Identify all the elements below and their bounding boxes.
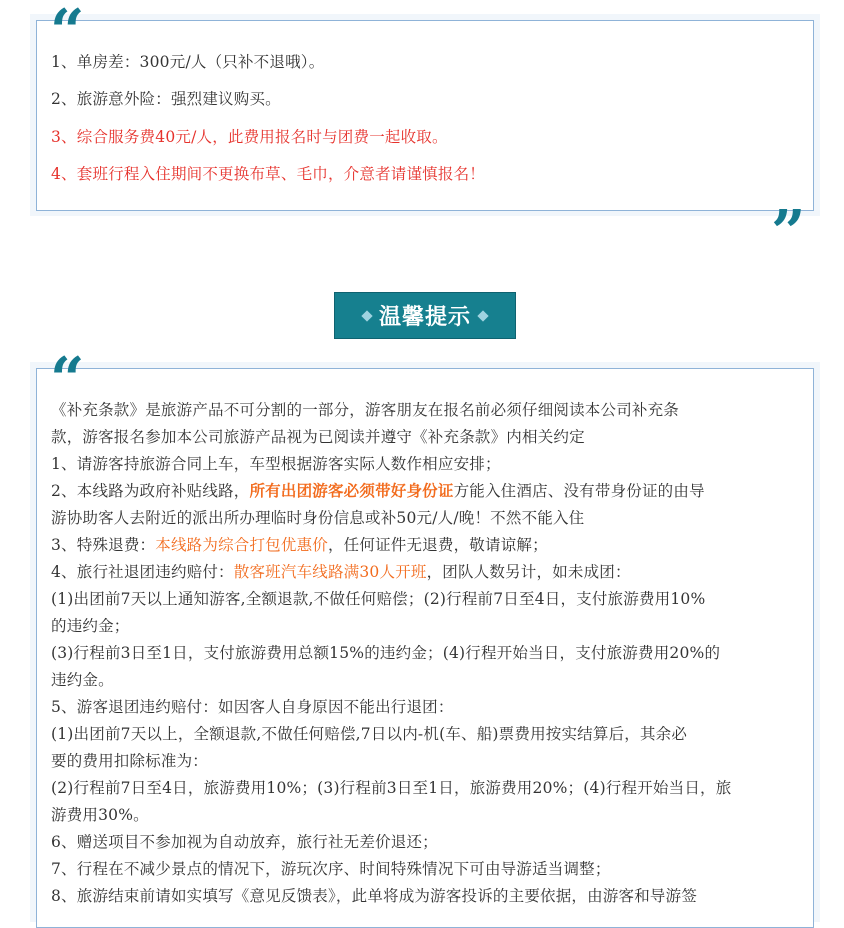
tips-line: 8、旅游结束前请如实填写《意见反馈表》，此单将成为游客投诉的主要依据，由游客和导游签	[51, 887, 698, 905]
tips-line: 游费用30%。	[51, 806, 149, 824]
note-3: 3、综合服务费40元/人，此费用报名时与团费一起收取。	[51, 128, 448, 146]
tips-text: ，团队人数另计，如未成团：	[426, 563, 631, 581]
tips-line: 的违约金；	[51, 617, 130, 635]
note-2: 2、旅游意外险：强烈建议购买。	[51, 90, 281, 108]
group-size-note: 散客班汽车线路满30人开班	[233, 563, 427, 581]
tips-line	[51, 533, 548, 555]
diamond-left-icon	[361, 310, 372, 321]
tips-line: 违约金。	[51, 671, 114, 689]
tips-line: 游协助客人去附近的派出所办理临时身份信息或补50元/人/晚！不然不能入住	[51, 509, 585, 527]
tips-open-quote-icon: “	[50, 345, 85, 415]
note-1: 1、单房差：300元/人（只补不退哦）。	[51, 53, 325, 71]
id-card-warning: 所有出团游客必须带好身份证	[249, 481, 454, 500]
section-title-banner	[334, 292, 516, 339]
close-quote-icon: ”	[771, 198, 806, 268]
tips-text: 2、本线路为政府补贴线路，	[51, 482, 250, 500]
tips-line: 6、赠送项目不参加视为自动放弃，旅行社无差价退还；	[51, 833, 438, 851]
tips-text: 3、特殊退费：	[51, 536, 156, 554]
package-price-note: 本线路为综合打包优惠价	[155, 536, 328, 554]
open-quote-icon: “	[50, 0, 85, 67]
tips-line	[51, 479, 705, 501]
tips-line: (2)行程前7日至4日，旅游费用10%；(3)行程前3日至1日，旅游费用20%；(4)行程开始当日，旅	[51, 779, 732, 797]
section-title: 温馨提示	[378, 305, 471, 330]
tips-line: (1)出团前7天以上通知游客,全额退款,不做任何赔偿；(2)行程前7日至4日，支付旅游费用10%	[51, 590, 706, 608]
tips-line: 《补充条款》是旅游产品不可分割的一部分，游客朋友在报名前必须仔细阅读本公司补充条	[51, 401, 680, 419]
note-4: 4、套班行程入住期间不更换布草、毛巾，介意者请谨慎报名！	[51, 165, 485, 183]
tips-line: 款，游客报名参加本公司旅游产品视为已阅读并遵守《补充条款》内相关约定	[51, 428, 585, 446]
tips-line: (3)行程前3日至1日，支付旅游费用总额15%的违约金；(4)行程开始当日，支付旅游费用20%的	[51, 644, 721, 662]
tips-line: (1)出团前7天以上，全额退款,不做任何赔偿,7日以内-机(车、船)票费用按实结算后，其余必	[51, 725, 688, 743]
tips-text: ，任何证件无退费，敬请谅解；	[327, 536, 548, 554]
tips-text: 方能入住酒店、没有带身份证的由导	[453, 482, 705, 500]
tips-line: 要的费用扣除标准为：	[51, 752, 209, 770]
tips-line: 7、行程在不减少景点的情况下，游玩次序、时间特殊情况下可由导游适当调整；	[51, 860, 611, 878]
tips-line	[51, 560, 631, 582]
tips-text: 4、旅行社退团违约赔付：	[51, 563, 234, 581]
diamond-right-icon	[477, 310, 488, 321]
tips-line: 5、游客退团违约赔付：如因客人自身原因不能出行退团：	[51, 698, 454, 716]
tips-line: 1、请游客持旅游合同上车，车型根据游客实际人数作相应安排；	[51, 455, 501, 473]
